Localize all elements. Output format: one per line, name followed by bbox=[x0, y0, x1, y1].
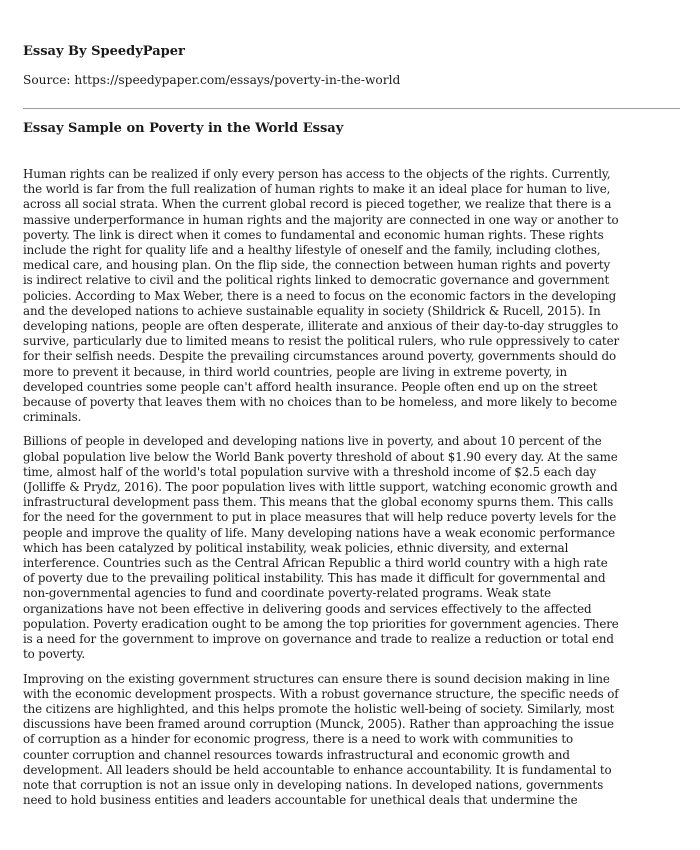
paragraph-line: developed countries some people can't afford health insurance. People often end up on the street bbox=[23, 379, 598, 394]
paragraph-line: Human rights can be realized if only every person has access to the objects of the rights. Currently, bbox=[23, 167, 611, 181]
paragraph-line: time, almost half of the world's total population survive with a threshold income of $2.5 each day bbox=[23, 464, 597, 479]
paragraph-line: development. All leaders should be held accountable to enhance accountability. It is fundamental to bbox=[23, 762, 612, 777]
paragraph-line: criminals. bbox=[23, 410, 82, 425]
source-url: https://speedypaper.com/essays/poverty-in-the-world bbox=[74, 73, 401, 87]
paragraph-line: counter corruption and channel resources towards infrastructural and economic growth and bbox=[23, 747, 570, 762]
paragraph-line: the citizens are highlighted, and this helps promote the holistic well-being of society. Similarly, most bbox=[23, 701, 615, 716]
header-divider bbox=[23, 108, 680, 109]
paragraph-line: need to hold business entities and leaders accountable for unethical deals that undermine the bbox=[23, 793, 578, 808]
paragraph-line: of poverty due to the prevailing political instability. This has made it difficult for governmental and bbox=[23, 571, 606, 586]
paragraph-line: note that corruption is not an issue only in developing nations. In developed nations, governments bbox=[23, 777, 604, 792]
paragraph-line: the world is far from the full realization of human rights to make it an ideal place for human to live, bbox=[23, 182, 611, 197]
document-header-title: Essay By SpeedyPaper bbox=[23, 44, 185, 59]
paragraph-line: discussions have been framed around corruption (Munck, 2005). Rather than approaching the issue bbox=[23, 717, 614, 732]
essay-title: Essay Sample on Poverty in the World Essay bbox=[23, 121, 344, 136]
paragraph-line: survive, particularly due to limited means to resist the political rulers, who rule oppressively to cater bbox=[23, 334, 620, 349]
paragraph-line: organizations have not been effective in delivering goods and services effectively to the affected bbox=[23, 601, 592, 616]
paragraph-line: with the economic development prospects. With a robust governance structure, the specific needs of bbox=[23, 686, 619, 701]
paragraph-line: developing nations, people are often desperate, illiterate and anxious of their day-to-day struggles to bbox=[23, 319, 619, 334]
paragraph-line: people and improve the quality of life. Many developing nations have a weak economic performance bbox=[23, 525, 615, 540]
paragraph-line: across all social strata. When the current global record is pieced together, we realize that there is a bbox=[23, 197, 612, 212]
essay-body bbox=[23, 167, 680, 817]
source-label: Source: bbox=[23, 73, 75, 87]
paragraph-line: include the right for quality life and a healthy lifestyle of oneself and the family, including clothes, bbox=[23, 243, 601, 258]
paragraph-line: global population live below the World Bank poverty threshold of about $1.90 every day. At the same bbox=[23, 449, 618, 464]
paragraph-line: policies. According to Max Weber, there is a need to focus on the economic factors in the developing bbox=[23, 288, 617, 303]
paragraph-line: medical care, and housing plan. On the flip side, the connection between human rights and poverty bbox=[23, 258, 611, 273]
paragraph-line: non-governmental agencies to fund and coordinate poverty-related programs. Weak state bbox=[23, 586, 552, 601]
paragraph-line: and the developed nations to achieve sustainable equality in society (Shildrick & Rucell, 2015). In bbox=[23, 303, 601, 318]
paragraph-line: of corruption as a hinder for economic progress, there is a need to work with communities to bbox=[23, 732, 574, 747]
paragraph-line: for the need for the government to put in place measures that will help reduce poverty levels for the bbox=[23, 510, 617, 525]
paragraph-line: more to prevent it because, in third world countries, people are living in extreme poverty, in bbox=[23, 364, 567, 379]
paragraph-line: massive underperformance in human rights and the majority are connected in one way or another to bbox=[23, 212, 619, 227]
paragraph-line: to poverty. bbox=[23, 647, 86, 662]
paragraph-line: infrastructural development pass them. This means that the global economy spurns them. This calls bbox=[23, 495, 614, 510]
paragraph-line: for their selfish needs. Despite the prevailing circumstances around poverty, governments should do bbox=[23, 349, 617, 364]
essay-paragraph bbox=[23, 434, 680, 662]
source-line bbox=[23, 72, 400, 88]
paragraph-line: is a need for the government to improve on governance and trade to realize a reduction or total end bbox=[23, 632, 614, 647]
paragraph-line: (Jolliffe & Prydz, 2016). The poor population lives with little support, watching economic growth and bbox=[23, 480, 618, 495]
paragraph-line: poverty. The link is direct when it comes to fundamental and economic human rights. These rights bbox=[23, 227, 604, 242]
essay-paragraph bbox=[23, 672, 680, 809]
paragraph-line: is indirect relative to civil and the political rights linked to democratic governance and government bbox=[23, 273, 610, 288]
paragraph-line: Billions of people in developed and developing nations live in poverty, and about 10 percent of the bbox=[23, 434, 602, 449]
essay-paragraph bbox=[23, 167, 680, 425]
paragraph-line: Improving on the existing government structures can ensure there is sound decision making in line bbox=[23, 671, 610, 686]
paragraph-line: which has been catalyzed by political instability, weak policies, ethnic diversity, and external bbox=[23, 540, 569, 555]
paragraph-line: population. Poverty eradication ought to be among the top priorities for government agencies. There bbox=[23, 616, 619, 631]
paragraph-line: interference. Countries such as the Central African Republic a third world country with a high rate bbox=[23, 556, 608, 571]
paragraph-line: because of poverty that leaves them with no choices than to be homeless, and more likely to become bbox=[23, 395, 618, 410]
